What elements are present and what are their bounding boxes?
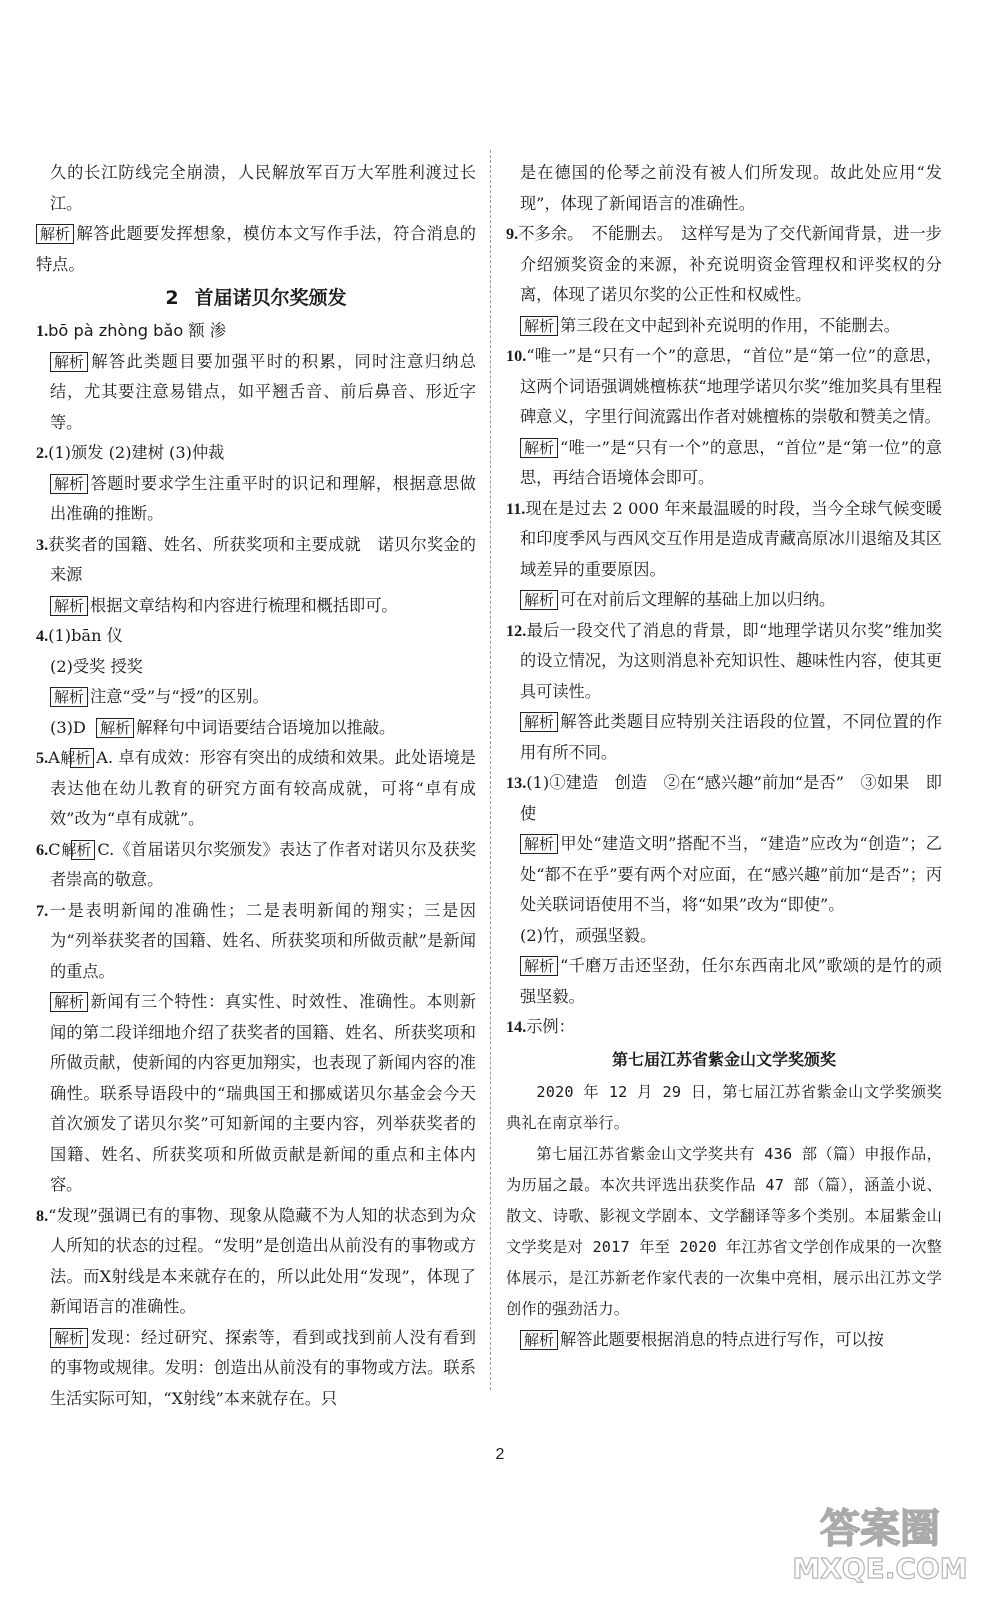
jiexi-text: 解答此类题目应特别关注语段的位置，不同位置的作用有所不同。 — [520, 712, 942, 762]
news-paragraph: 2020 年 12 月 29 日，第七届江苏省紫金山文学奖颁奖典礼在南京举行。 — [506, 1082, 942, 1132]
jiexi-tag: 解析 — [50, 687, 88, 707]
jiexi-tag: 解析 — [520, 1330, 558, 1350]
answer-text: 最后一段交代了消息的背景，即“地理学诺贝尔奖”维加奖的设立情况，为这则消息补充知识性、趣味性内容，使其更具可读性。 — [520, 620, 942, 701]
answer-text: (2)竹，顽强坚毅。 — [520, 925, 657, 945]
jiexi-tag: 解析 — [70, 748, 94, 768]
jiexi-text: 解释句中词语要结合语境加以推敲。 — [136, 717, 396, 737]
answer-text: “唯一”是“只有一个”的意思，“首位”是“第一位”的意思，这两个词语强调姚檀栋获“地理学诺贝尔奖”维加奖具有里程碑意义，字里行间流露出作者对姚檀栋的崇敬和赞美之情。 — [520, 346, 942, 426]
question-number: 13. — [506, 774, 527, 792]
answer-text: bō pà zhòng bǎo 额 渗 — [48, 321, 226, 340]
jiexi-text: 解答此类题目要加强平时的积累，同时注意归纳总结，尤其要注意易错点，如平翘舌音、前后鼻音、形近字等。 — [50, 351, 476, 432]
section-title — [36, 280, 476, 316]
answer-text: 获奖者的国籍、姓名、所获奖项和主要成就 诺贝尔奖金的来源 — [48, 534, 476, 584]
answer-text: (3)D — [50, 717, 86, 737]
section-title-text: 首届诺贝尔奖颁发 — [194, 287, 347, 309]
jiexi-tag: 解析 — [96, 718, 134, 738]
question-number: 11. — [506, 499, 526, 518]
question-13 — [506, 768, 942, 829]
answer-text: (1)颁发 (2)建树 (3)仲裁 — [48, 443, 225, 462]
jiexi-text: “千磨万击还坚劲，任尔东西南北风”歌颂的是竹的顽强坚毅。 — [520, 956, 942, 1006]
sample-news — [506, 1043, 942, 1325]
column-divider — [490, 150, 492, 1390]
jiexi-text: 可在对前后文理解的基础上加以归纳。 — [560, 590, 836, 609]
question-number: 4. — [36, 627, 49, 645]
jiexi-text: 解答此题要根据消息的特点进行写作，可以按 — [560, 1329, 884, 1349]
jiexi-tag: 解析 — [520, 438, 558, 458]
question-11 — [506, 494, 942, 586]
question-14 — [506, 1012, 942, 1043]
section-number: 2 — [165, 287, 179, 309]
jiexi-tag: 解析 — [520, 316, 558, 336]
question-4 — [36, 621, 476, 652]
jiexi-text: 甲处“建造文明”搭配不当，“建造”应改为“创造”；乙处“都不在乎”要有两个对应面，在“感兴趣”前加“是否”；丙处关联词语使用不当，将“如果”改为“即使”。 — [520, 834, 942, 914]
question-number: 12. — [506, 621, 527, 640]
answer-text: 不多余。 不能删去。 这样写是为了交代新闻背景，进一步介绍颁奖资金的来源，补充说明资金管理权和评奖权的分离，体现了诺贝尔奖的公正性和权威性。 — [518, 224, 942, 304]
answer-text: 一是表明新闻的准确性；二是表明新闻的翔实；三是因为“列举获奖者的国籍、姓名、所获奖项和所做贡献”是新闻的重点。 — [48, 900, 476, 981]
continued-answer: 久的长江防线完全崩溃，人民解放军百万大军胜利渡过长江。 — [50, 163, 476, 213]
question-number: 6. — [36, 840, 49, 859]
jiexi-text: “唯一”是“只有一个”的意思，“首位”是“第一位”的意思，再结合语境体会即可。 — [520, 437, 942, 487]
jiexi-text: A. 卓有成效：形容有突出的成绩和效果。此处语境是表达他在幼儿教育的研究方面有较高成就，可将“卓有成效”改为“卓有成就”。 — [50, 748, 476, 828]
jiexi-tag: 解析 — [520, 956, 558, 976]
jiexi-tag: 解析 — [36, 224, 74, 244]
left-column — [36, 158, 476, 1414]
question-number: 5. — [36, 749, 49, 767]
jiexi-text: C.《首届诺贝尔奖颁发》表达了作者对诺贝尔及获奖者崇高的敬意。 — [50, 839, 477, 889]
question-number: 10. — [506, 347, 527, 365]
news-title: 第七届江苏省紫金山文学奖颁奖 — [611, 1049, 836, 1069]
jiexi-tag: 解析 — [50, 352, 88, 372]
question-number: 8. — [36, 1206, 49, 1225]
answer-text: (1)①建造 创造 ②在“感兴趣”前加“是否” ③如果 即使 — [520, 773, 942, 823]
question-7 — [36, 896, 476, 988]
jiexi-tag: 解析 — [50, 992, 88, 1012]
answer-choice: A — [48, 748, 60, 767]
question-number: 1. — [36, 322, 49, 340]
jiexi-text: 根据文章结构和内容进行梳理和概括即可。 — [90, 595, 398, 615]
continued-answer: 是在德国的伦琴之前没有被人们所发现。故此处应用“发现”，体现了新闻语言的准确性。 — [520, 163, 942, 213]
watermark-logo — [780, 1490, 980, 1590]
jiexi-tag: 解析 — [50, 596, 88, 616]
jiexi-tag: 解析 — [520, 590, 558, 610]
answer-text: “发现”强调已有的事物、现象从隐藏不为人知的状态到为众人所知的状态的过程。“发明”是创造出从前没有的事物或方法。而X射线是本来就存在的，所以此处用“发现”，体现了新闻语言的准确性。 — [48, 1205, 476, 1316]
question-6 — [36, 835, 476, 896]
question-1 — [36, 316, 476, 347]
jiexi-tag: 解析 — [50, 474, 88, 494]
watermark-sub: MXQE.COM — [792, 1552, 968, 1585]
answer-choice: C — [48, 839, 61, 859]
question-12 — [506, 616, 942, 708]
jiexi-text: 第三段在文中起到补充说明的作用，不能删去。 — [560, 315, 900, 335]
jiexi-text: 答题时要求学生注重平时的识记和理解，根据意思做出准确的推断。 — [50, 473, 476, 523]
answer-text: (2)受奖 授奖 — [50, 656, 143, 676]
jiexi-tag: 解析 — [71, 840, 95, 860]
question-5 — [36, 743, 476, 835]
answer-text: (1)bān 仪 — [48, 626, 123, 645]
question-number: 7. — [36, 901, 49, 920]
answer-text: 现在是过去 2 000 年来最温暖的时段，当今全球气候变暖和印度季风与西风交互作用是造成青藏高原冰川退缩及其区域差异的重要原因。 — [520, 498, 942, 579]
jiexi-tag: 解析 — [520, 712, 558, 732]
page-number: 2 — [495, 1446, 505, 1463]
question-number: 9. — [506, 225, 519, 243]
jiexi-tag: 解析 — [520, 834, 558, 854]
question-9 — [506, 219, 942, 311]
jiexi-text: 发现：经过研究、探索等，看到或找到前人没有看到的事物或规律。发明：创造出从前没有的事物或方法。联系生活实际可知，“X射线”本来就存在。只 — [50, 1327, 476, 1408]
news-paragraph: 第七届江苏省紫金山文学奖共有 436 部（篇）申报作品，为历届之最。本次共评选出获奖作品 47 部（篇），涵盖小说、散文、诗歌、影视文学剧本、文学翻译等多个类别。本届紫金山文学奖是对 2017 年至 2020 年江苏省文学创作成果的一次整体展示，是江苏新老作家代表的一次集中亮相，展示出江苏文学创作的强劲活力。 — [506, 1144, 942, 1318]
watermark-main: 答案圈 — [820, 1506, 940, 1552]
question-number: 3. — [36, 535, 49, 554]
answer-text: 示例： — [526, 1017, 575, 1036]
question-10 — [506, 341, 942, 433]
jiexi-text: 注意“受”与“授”的区别。 — [90, 687, 269, 706]
question-8 — [36, 1201, 476, 1323]
jiexi-text: 解答此题要发挥想象，模仿本文写作手法，符合消息的特点。 — [36, 224, 476, 274]
jiexi-tag: 解析 — [50, 1328, 88, 1348]
question-number: 2. — [36, 444, 49, 462]
question-2 — [36, 438, 476, 469]
question-3 — [36, 530, 476, 591]
question-number: 14. — [506, 1018, 527, 1036]
jiexi-text: 新闻有三个特性：真实性、时效性、准确性。本则新闻的第二段详细地介绍了获奖者的国籍、姓名、所获奖项和所做贡献，使新闻的内容更加翔实，也表现了新闻内容的准确性。联系导语段中的“瑞典国王和挪威诺贝尔基金会今天首次颁发了诺贝尔奖”可知新闻的主要内容，列举获奖者的国籍、姓名、所获奖项和所做贡献是新闻的重点和主体内容。 — [50, 992, 476, 1194]
right-column — [506, 158, 942, 1355]
